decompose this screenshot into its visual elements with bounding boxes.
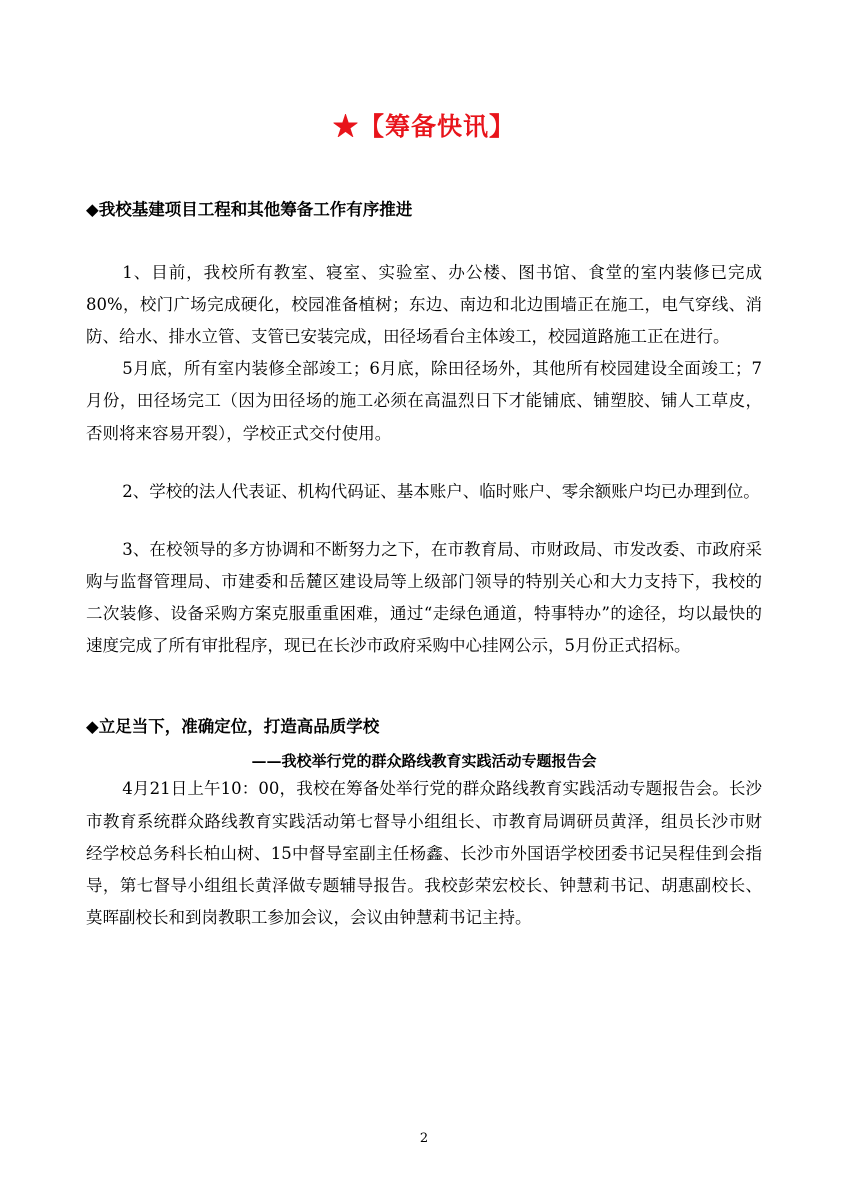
section-heading-construction: ◆我校基建项目工程和其他筹备工作有序推进: [86, 200, 413, 219]
paragraph-construction-3: 2、学校的法人代表证、机构代码证、基本账户、临时账户、零余额账户均已办理到位。: [122, 481, 760, 501]
page-number: 2: [419, 1131, 429, 1146]
paragraph-report-meeting-1: 4月21日上午10：00，我校在筹备处举行党的群众路线教育实践活动专题报告会。长沙市教育系统群众路线教育实践活动第七督导小组组长、市教育局调研员黄泽，组员长沙市财经学校总务科长柏山树、15中督导室副主任杨鑫、长沙市外国语学校团委书记吴程佳到会指导，第七督导小组组长黄泽做专题辅导报告。我校彭荣宏校长、钟慧莉书记、胡惠副校长、莫晖副校长和到岗教职工参加会议，会议由钟慧莉书记主持。: [86, 779, 762, 928]
section-heading-school-quality: ◆立足当下，准确定位，打造高品质学校: [86, 716, 380, 736]
paragraph-construction-4: 3、在校领导的多方协调和不断努力之下，在市教育局、市财政局、市发改委、市政府采购与监督管理局、市建委和岳麓区建设局等上级部门领导的特别关心和大力支持下，我校的二次装修、设备采购方案克服重重困难，通过“走绿色通道，特事特办”的途径，均以最快的速度完成了所有审批程序，现已在长沙市政府采购中心挂网公示，5月份正式招标。: [86, 539, 762, 656]
paragraph-construction-2: 5月底，所有室内装修全部竣工；6月底，除田径场外，其他所有校园建设全面竣工；7月份，田径场完工（因为田径场的施工必须在高温烈日下才能铺底、铺塑胶、铺人工草皮，否则将来容易开裂），学校正式交付使用。: [86, 359, 762, 443]
section-subtitle-report-meeting: ——我校举行党的群众路线教育实践活动专题报告会: [251, 752, 597, 771]
paragraph-construction-1: 1、目前，我校所有教室、寝室、实验室、办公楼、图书馆、食堂的室内装修已完成80%，校门广场完成硬化，校园准备植树；东边、南边和北边围墙正在施工，电气穿线、消防、给水、排水立管、支管已安装完成，田径场看台主体竣工，校园道路施工正在进行。: [86, 262, 762, 347]
page-title: ★【筹备快讯】: [332, 112, 515, 141]
